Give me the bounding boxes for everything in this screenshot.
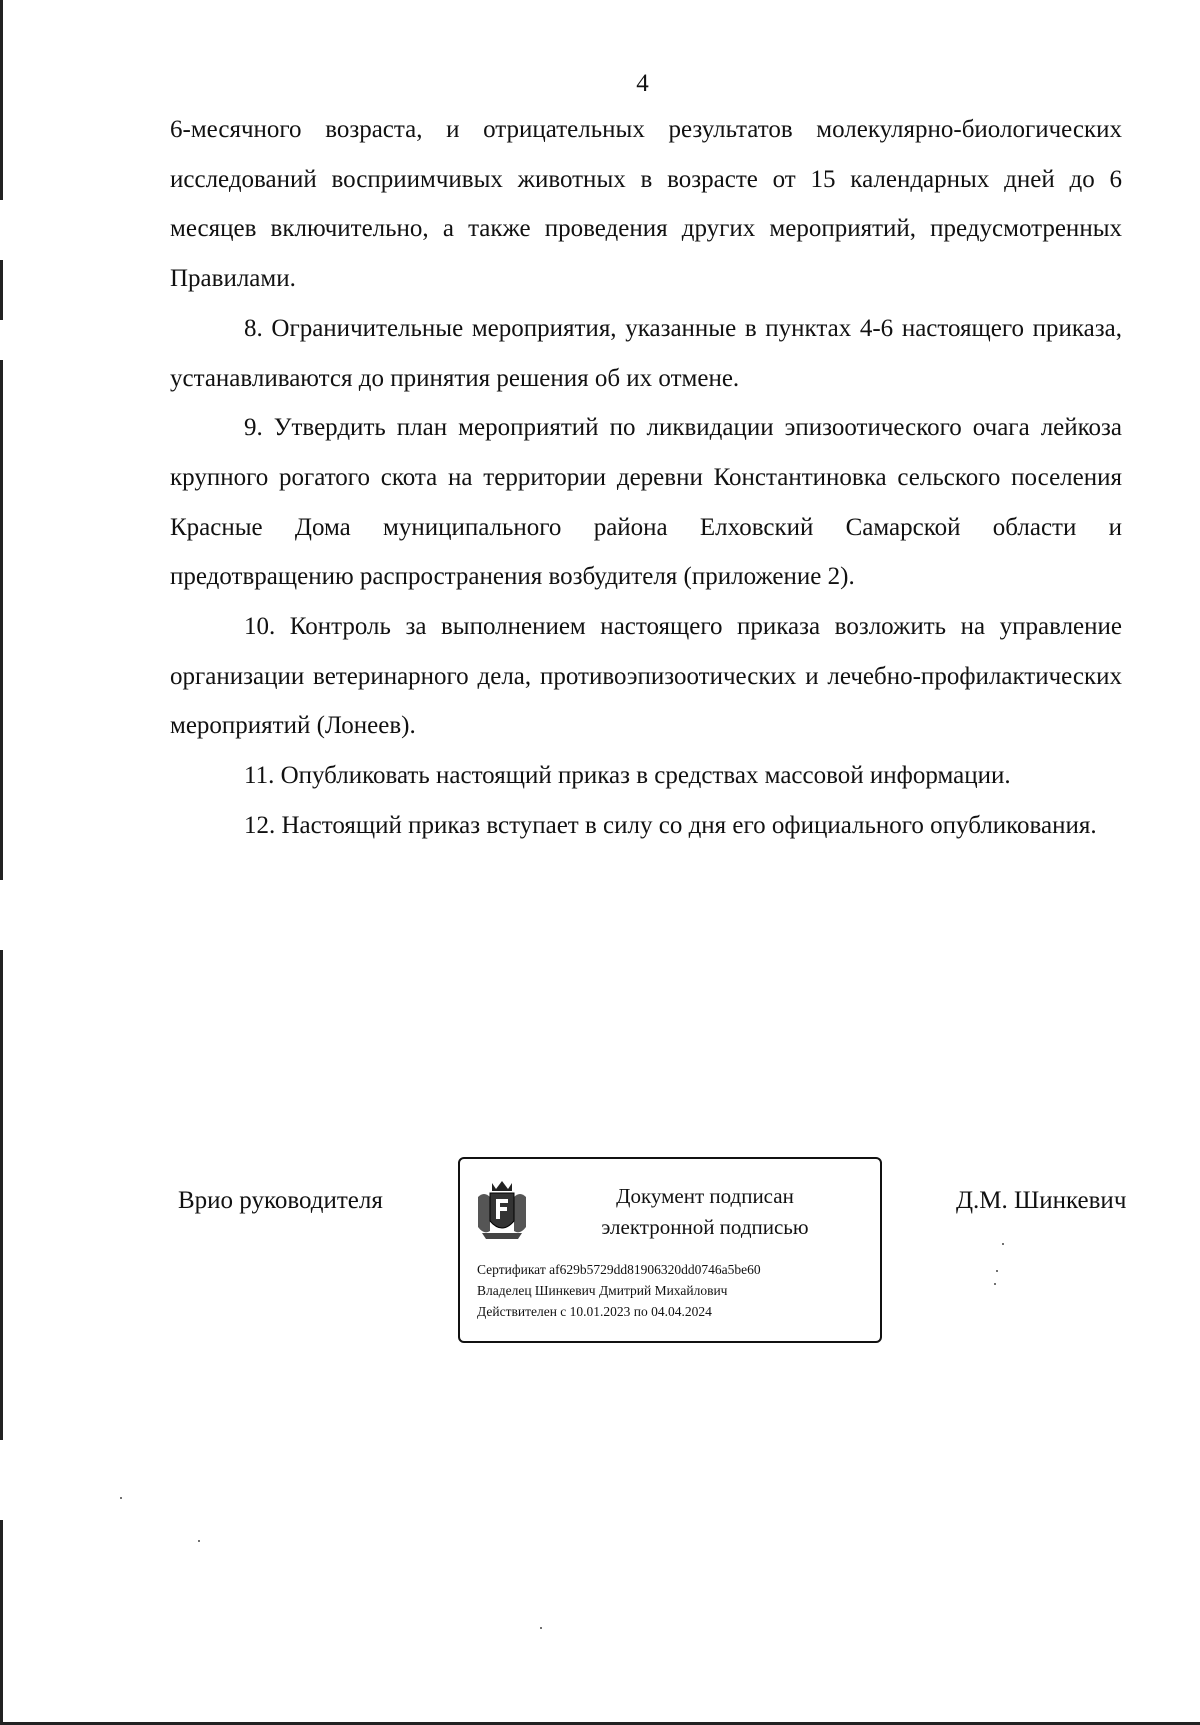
scan-speck: [1002, 1243, 1004, 1245]
scan-speck: [120, 1497, 122, 1499]
electronic-signature-stamp: [458, 1157, 882, 1343]
validity-line: Действителен с 10.01.2023 по 04.04.2024: [477, 1304, 712, 1319]
paragraph-item-12: 12. Настоящий приказ вступает в силу со дня его официального опубликования.: [244, 811, 1097, 839]
paragraph-item-10: 10. Контроль за выполнением настоящего приказа возложить на управление организации ветеринарного дела, противоэпизоотических и лечебно-профилактических мероприятий (Лонеев).: [170, 613, 1122, 740]
stamp-title: [580, 1181, 830, 1243]
coat-of-arms-icon: [474, 1177, 530, 1243]
scan-edge-gap: [0, 200, 4, 260]
paragraph-continuation: 6-месячного возраста, и отрицательных результатов молекулярно-биологических исследований восприимчивых животных в возрасте от 15 календарных дней до 6 месяцев включительно, а также проведения других мероприятий, предусмотренных Правилами.: [170, 116, 1122, 293]
stamp-details: [477, 1259, 761, 1322]
signatory-name: Д.М. Шинкевич: [956, 1187, 1127, 1214]
paragraph-item-11: 11. Опубликовать настоящий приказ в средствах массовой информации.: [244, 762, 1011, 790]
scan-speck: [996, 1270, 998, 1272]
page-number: 4: [636, 70, 649, 97]
scan-speck: [994, 1283, 996, 1285]
scan-edge-gap: [0, 880, 4, 950]
owner-line: Владелец Шинкевич Дмитрий Михайлович: [477, 1283, 728, 1298]
scan-edge-gap: [0, 320, 4, 360]
stamp-title-line2: электронной подписью: [601, 1215, 809, 1239]
signatory-position: Врио руководителя: [178, 1187, 383, 1214]
document-body: [170, 105, 1122, 851]
paragraph-item-8: 8. Ограничительные мероприятия, указанные в пунктах 4-6 настоящего приказа, устанавливаются до принятия решения об их отмене.: [170, 314, 1122, 392]
certificate-line: Сертификат af629b5729dd81906320dd0746a5be60: [477, 1262, 761, 1277]
stamp-title-line1: Документ подписан: [616, 1184, 794, 1208]
scan-edge-gap: [0, 1440, 4, 1520]
paragraph-item-9: 9. Утвердить план мероприятий по ликвидации эпизоотического очага лейкоза крупного рогатого скота на территории деревни Константиновка сельского поселения Красные Дома муниципального района Елховский Самарской области и предотвращению распространения возбудителя (приложение 2).: [170, 414, 1122, 591]
scan-speck: [198, 1540, 200, 1542]
scan-speck: [540, 1627, 542, 1629]
